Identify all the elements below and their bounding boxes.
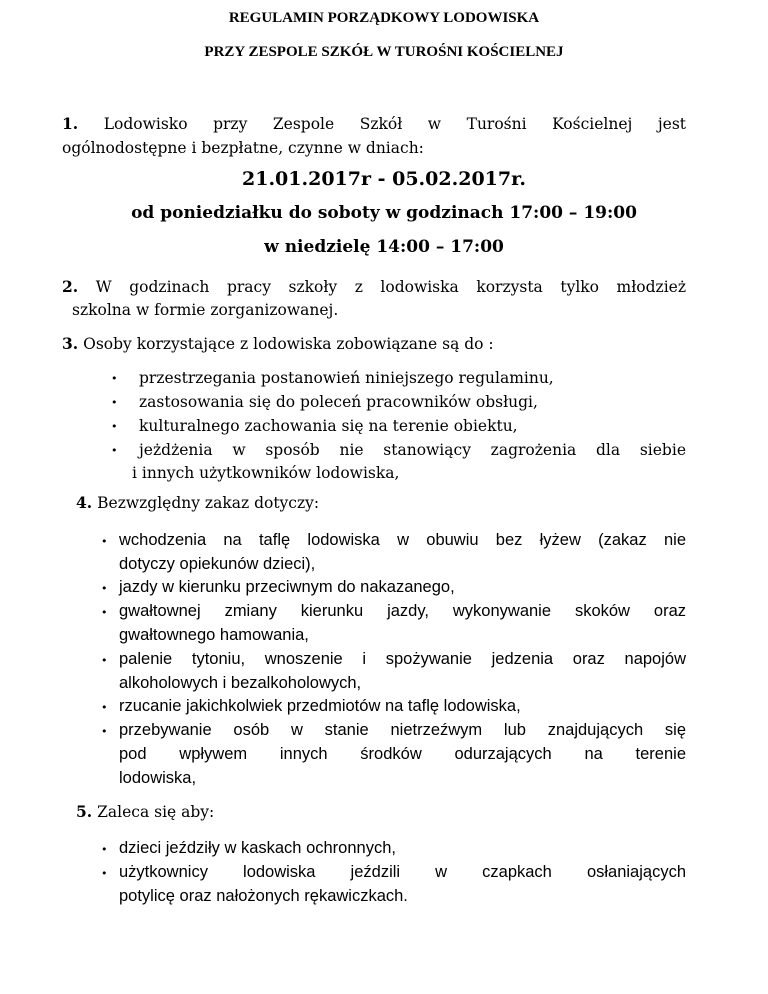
list-item: jazdy w kierunku przeciwnym do nakazanego,	[119, 578, 455, 596]
bullet-icon: •	[101, 606, 108, 619]
list-item: użytkownicy lodowiska jeździli w czapkach osłaniających	[119, 863, 686, 881]
section-2-text: W godzinach pracy szkoły z lodowiska korzysta tylko młodzież	[95, 278, 687, 296]
section-4-number: 4.	[76, 493, 93, 512]
list-item: wchodzenia na taflę lodowiska w obuwiu bez łyżew (zakaz nie	[119, 531, 686, 549]
section-4-heading-text: Bezwzględny zakaz dotyczy:	[97, 494, 320, 512]
list-item: palenie tytoniu, wnoszenie i spożywanie jedzenia oraz napojów	[119, 650, 686, 668]
list-item-continuation: alkoholowych i bezalkoholowych,	[119, 674, 362, 692]
list-item-continuation: pod wpływem innych środków odurzających na terenie	[119, 745, 686, 763]
list-item-continuation: i innych użytkowników lodowiska,	[132, 464, 400, 482]
list-item: przestrzegania postanowień niniejszego regulaminu,	[139, 369, 554, 387]
list-item: zastosowania się do poleceń pracowników obsługi,	[139, 393, 538, 411]
section-1-number: 1.	[62, 114, 79, 133]
bullet-icon: •	[101, 701, 108, 714]
section-2-line-1	[62, 275, 686, 299]
list-item-continuation: dotyczy opiekunów dzieci),	[119, 555, 316, 573]
document-title: REGULAMIN PORZĄDKOWY LODOWISKA	[228, 10, 540, 26]
weekday-hours: od poniedziałku do soboty w godzinach 17:00 – 19:00	[131, 203, 637, 223]
list-item: gwałtownej zmiany kierunku jazdy, wykonywanie skoków oraz	[119, 602, 686, 620]
section-5-number: 5.	[76, 802, 93, 821]
section-1-line-1	[62, 112, 686, 136]
list-item: rzucanie jakichkolwiek przedmiotów na taflę lodowiska,	[119, 697, 521, 715]
section-2-number: 2.	[62, 277, 79, 296]
section-3-heading	[62, 332, 494, 356]
section-5-heading-text: Zaleca się aby:	[97, 803, 215, 821]
bullet-icon: •	[101, 843, 108, 856]
list-item-continuation: potylicę oraz nałożonych rękawiczkach.	[119, 887, 408, 905]
section-4-heading	[76, 491, 319, 515]
section-3-heading-text: Osoby korzystające z lodowiska zobowiązane są do :	[83, 335, 494, 353]
sunday-hours: w niedzielę 14:00 – 17:00	[264, 237, 504, 257]
section-1-line-2: ogólnodostępne i bezpłatne, czynne w dniach:	[62, 139, 424, 157]
bullet-icon: •	[101, 867, 108, 880]
section-3-number: 3.	[62, 334, 79, 353]
bullet-icon: •	[101, 725, 108, 738]
section-2-line-2: szkolna w formie zorganizowanej.	[72, 301, 339, 319]
list-item-continuation: lodowiska,	[119, 769, 197, 787]
bullet-icon: •	[101, 654, 108, 667]
list-item: przebywanie osób w stanie nietrzeźwym lub znajdujących się	[119, 721, 686, 739]
document-subtitle: PRZY ZESPOLE SZKÓŁ W TUROŚNI KOŚCIELNEJ	[204, 44, 564, 60]
bullet-icon: •	[111, 444, 118, 457]
list-item: kulturalnego zachowania się na terenie obiektu,	[139, 417, 518, 435]
list-item: jeżdżenia w sposób nie stanowiący zagrożenia dla siebie	[139, 441, 686, 459]
section-5-heading	[76, 800, 214, 824]
list-item: dzieci jeździły w kaskach ochronnych,	[119, 839, 396, 857]
list-item-continuation: gwałtownego hamowania,	[119, 626, 309, 644]
section-1-text: Lodowisko przy Zespole Szkół w Turośni Kościelnej jest	[103, 115, 687, 133]
bullet-icon: •	[111, 372, 118, 385]
bullet-icon: •	[101, 582, 108, 595]
opening-dates: 21.01.2017r - 05.02.2017r.	[242, 168, 526, 190]
bullet-icon: •	[111, 420, 118, 433]
bullet-icon: •	[111, 396, 118, 409]
bullet-icon: •	[101, 535, 108, 548]
